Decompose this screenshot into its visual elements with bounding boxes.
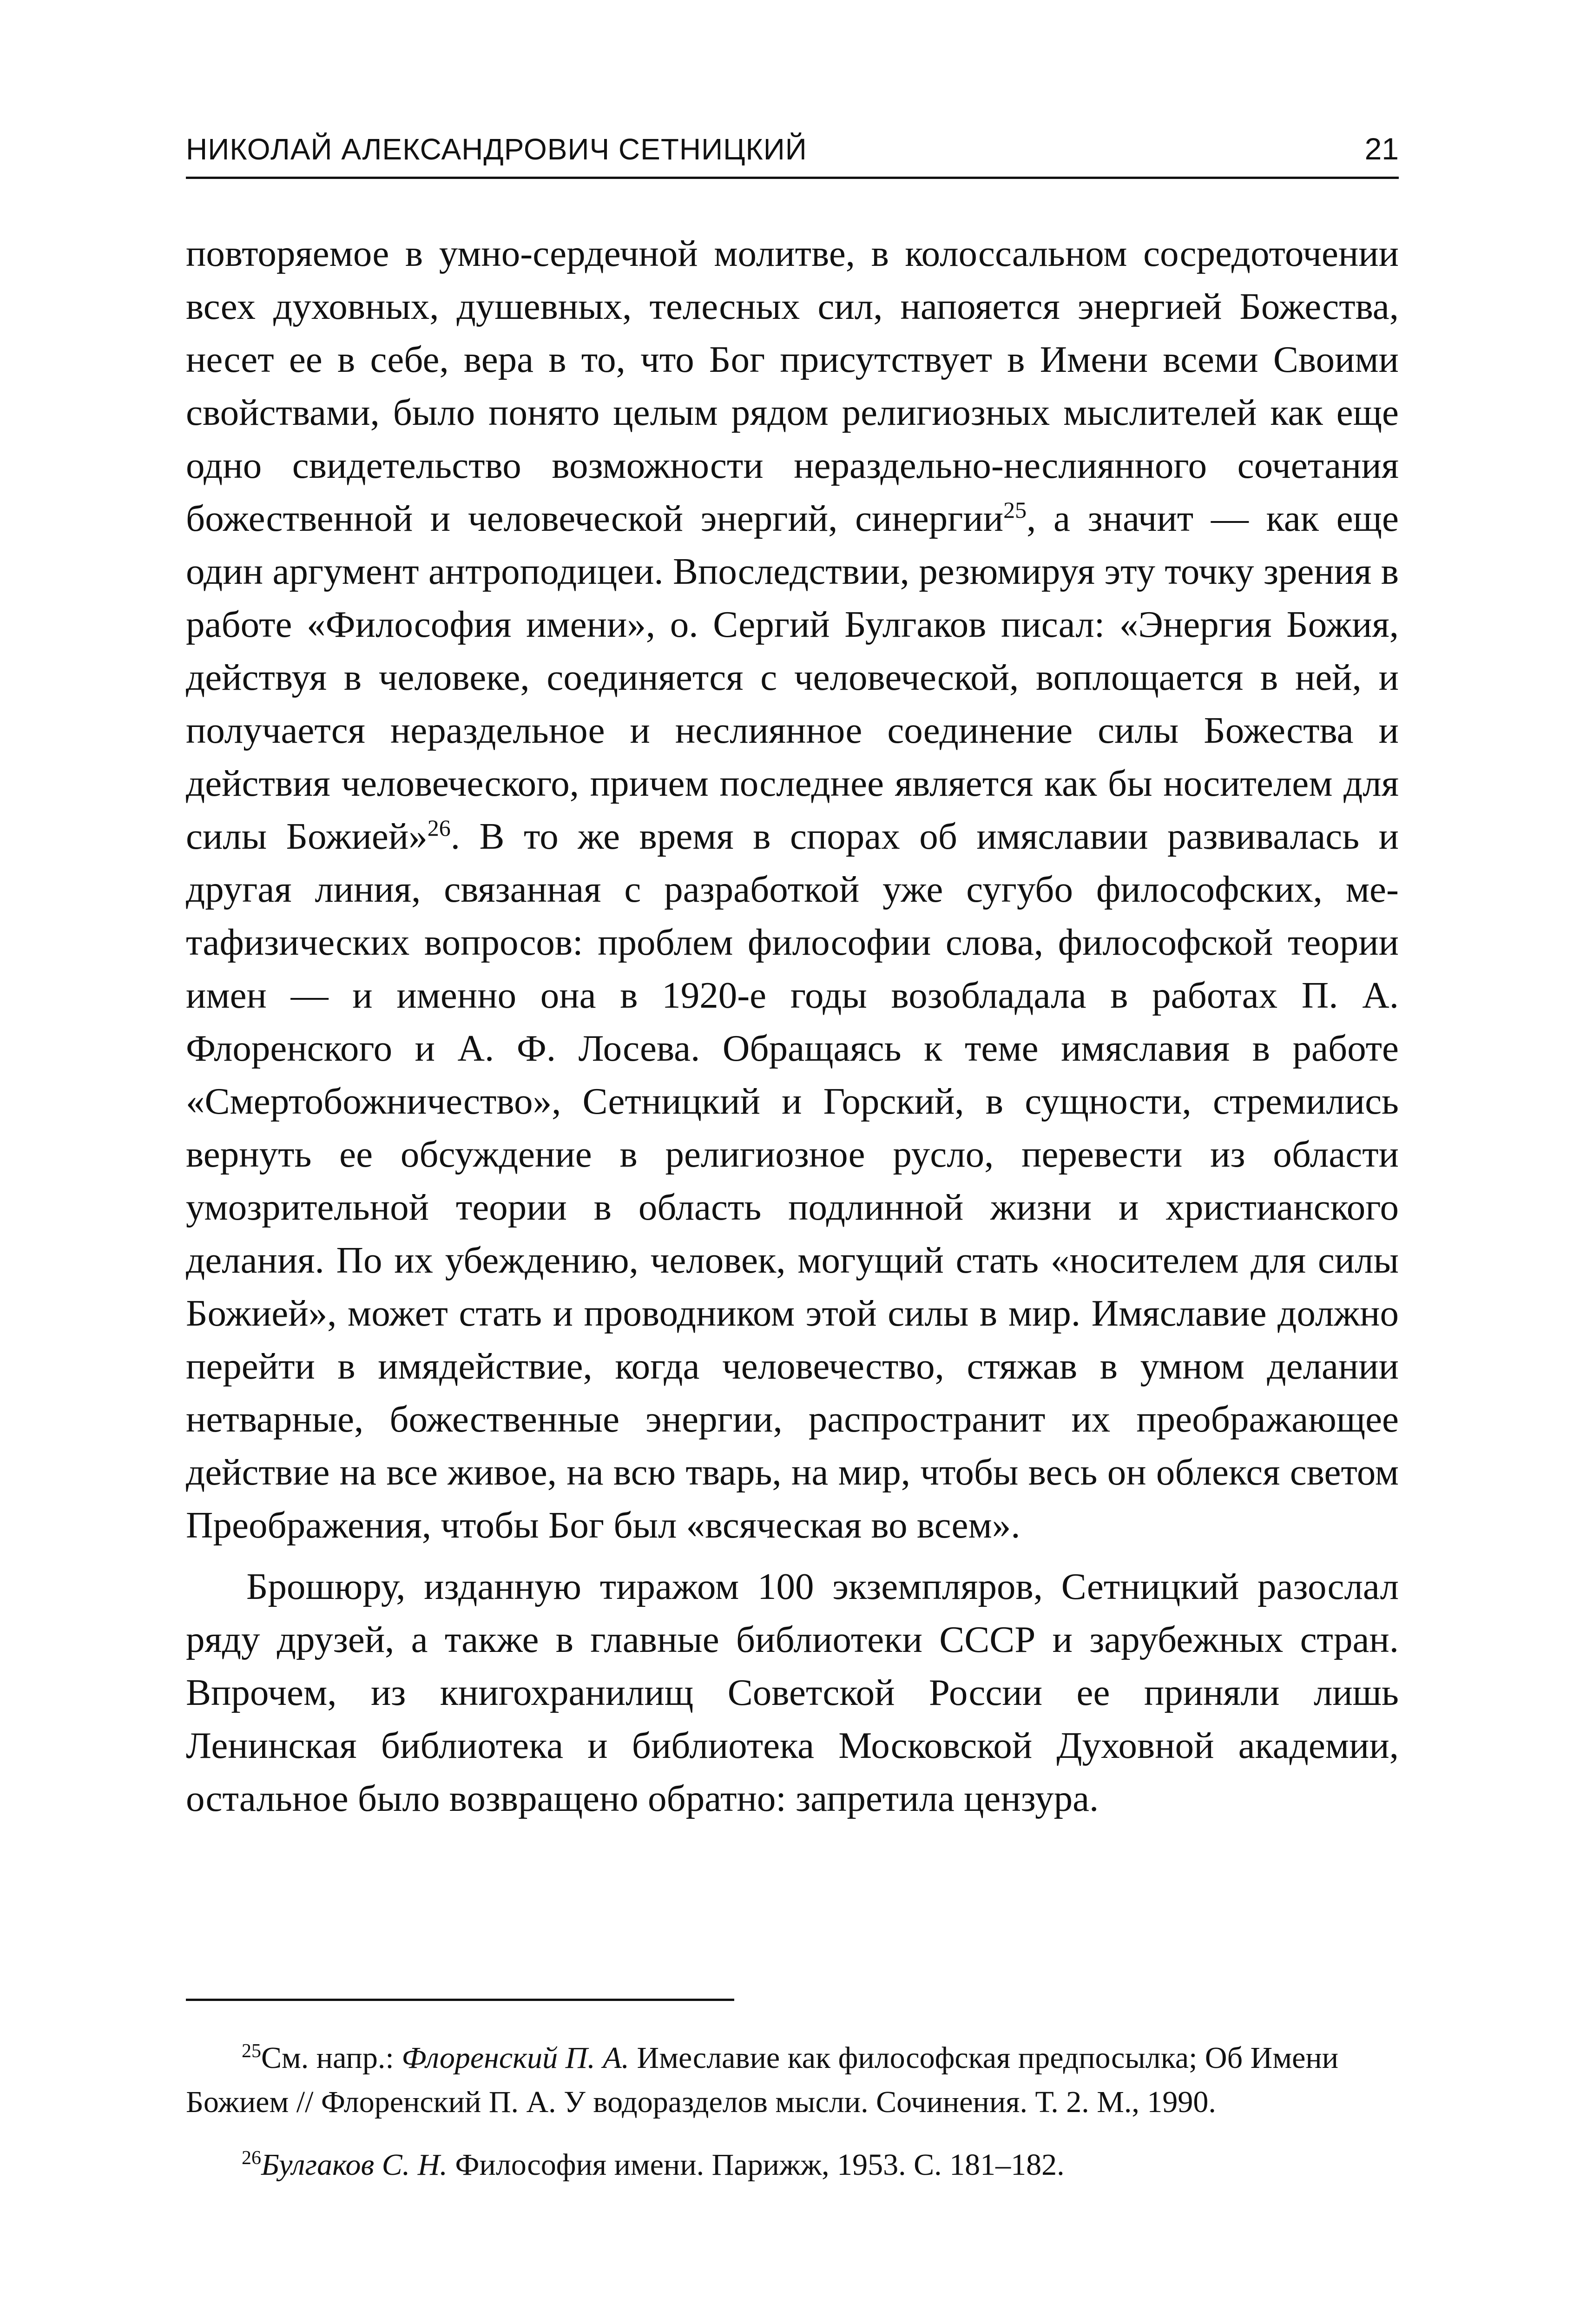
page-number: 21 — [1364, 132, 1399, 166]
footnote-ref-25: 25 — [1003, 497, 1027, 523]
footnote-26 — [186, 2143, 1399, 2187]
footnote-author: Флоренский П. А. — [402, 2041, 630, 2075]
footnote-number: 26 — [242, 2147, 261, 2169]
footnote-number: 25 — [242, 2040, 261, 2062]
running-title: НИКОЛАЙ АЛЕКСАНДРОВИЧ СЕТНИЦКИЙ — [186, 132, 807, 166]
paragraph-1-part-a: повторяемое в умно-сердечной молитве, в колоссальном сосредоточении всех духовных, душевных, телесных сил, напояется энергией Божества, несет ее в себе, вера в то, что Бог присутствует в Имени всеми Своими свойствами, было понято целым рядом религиозных мыслителей как еще одно свидетельство возможности нераздельно-неслиянного сочетания божественной и человеческой энергий, синергии — [186, 232, 1399, 539]
running-header — [186, 125, 1399, 179]
footnotes — [186, 2036, 1399, 2205]
footnote-author: Булгаков С. Н. — [261, 2148, 448, 2182]
footnote-lead: См. напр.: — [261, 2041, 402, 2075]
footnote-ref-26: 26 — [427, 815, 451, 841]
body-text — [186, 227, 1399, 1825]
footnote-separator — [186, 1999, 734, 2001]
footnote-text: Философия имени. Парижж, 1953. С. 181–182. — [447, 2148, 1065, 2182]
paragraph-1-part-c: . В то же время в спорах об имяславии развивалась и другая линия, связанная с разработкой уже сугубо философских, метафизических вопросов: проблем философии слова, философской теории имен — и именно она в 1920-е годы возобладала в работах П. А. Флоренского и А. Ф. Лосева. Обращаясь к теме имяславия в работе «Смертобожничество», Сетницкий и Горский, в сущности, стремились вернуть ее обсуждение в религиозное русло, перевести из области умозрительной теории в область подлинной жизни и христианского делания. По их убеждению, человек, могущий стать «носителем для силы Божией», может стать и проводником этой силы в мир. Имяславие должно перейти в имядействие, когда человечество, стяжав в умном делании нетварные, божественные энергии, распространит их преображающее действие на все живое, на всю тварь, на мир, чтобы весь он облекся светом Преображения, чтобы Бог был «всяческая во всем». — [186, 815, 1399, 1546]
footnote-text: Имеславие как философская предпосылка; Об Имени Божием // Флоренский П. А. У водоразделов мысли. Сочинения. Т. 2. М., 1990. — [186, 2041, 1339, 2119]
footnote-25 — [186, 2036, 1399, 2124]
paragraph-1-part-b: , а значит — как еще один аргумент антроподицеи. Впоследствии, резюмируя эту точку зрения в работе «Философия имени», о. Сергий Булгаков писал: «Энергия Божия, действуя в человеке, соединяется с человеческой, воплощается в ней, и получается нераздельное и неслиянное соединение силы Божества и действия человеческого, причем последнее является как бы носителем для силы Божией» — [186, 497, 1399, 857]
paragraph-1 — [186, 227, 1399, 1552]
paragraph-2: Брошюру, изданную тиражом 100 экземпляров, Сетницкий разослал ряду друзей, а также в главные библиотеки СССР и зарубежных стран. Впрочем, из книгохранилищ Советской России ее приняли лишь Ленинская библиотека и библиотека Московской Духовной академии, остальное было возвращено обратно: запретила цензура. — [186, 1565, 1399, 1819]
